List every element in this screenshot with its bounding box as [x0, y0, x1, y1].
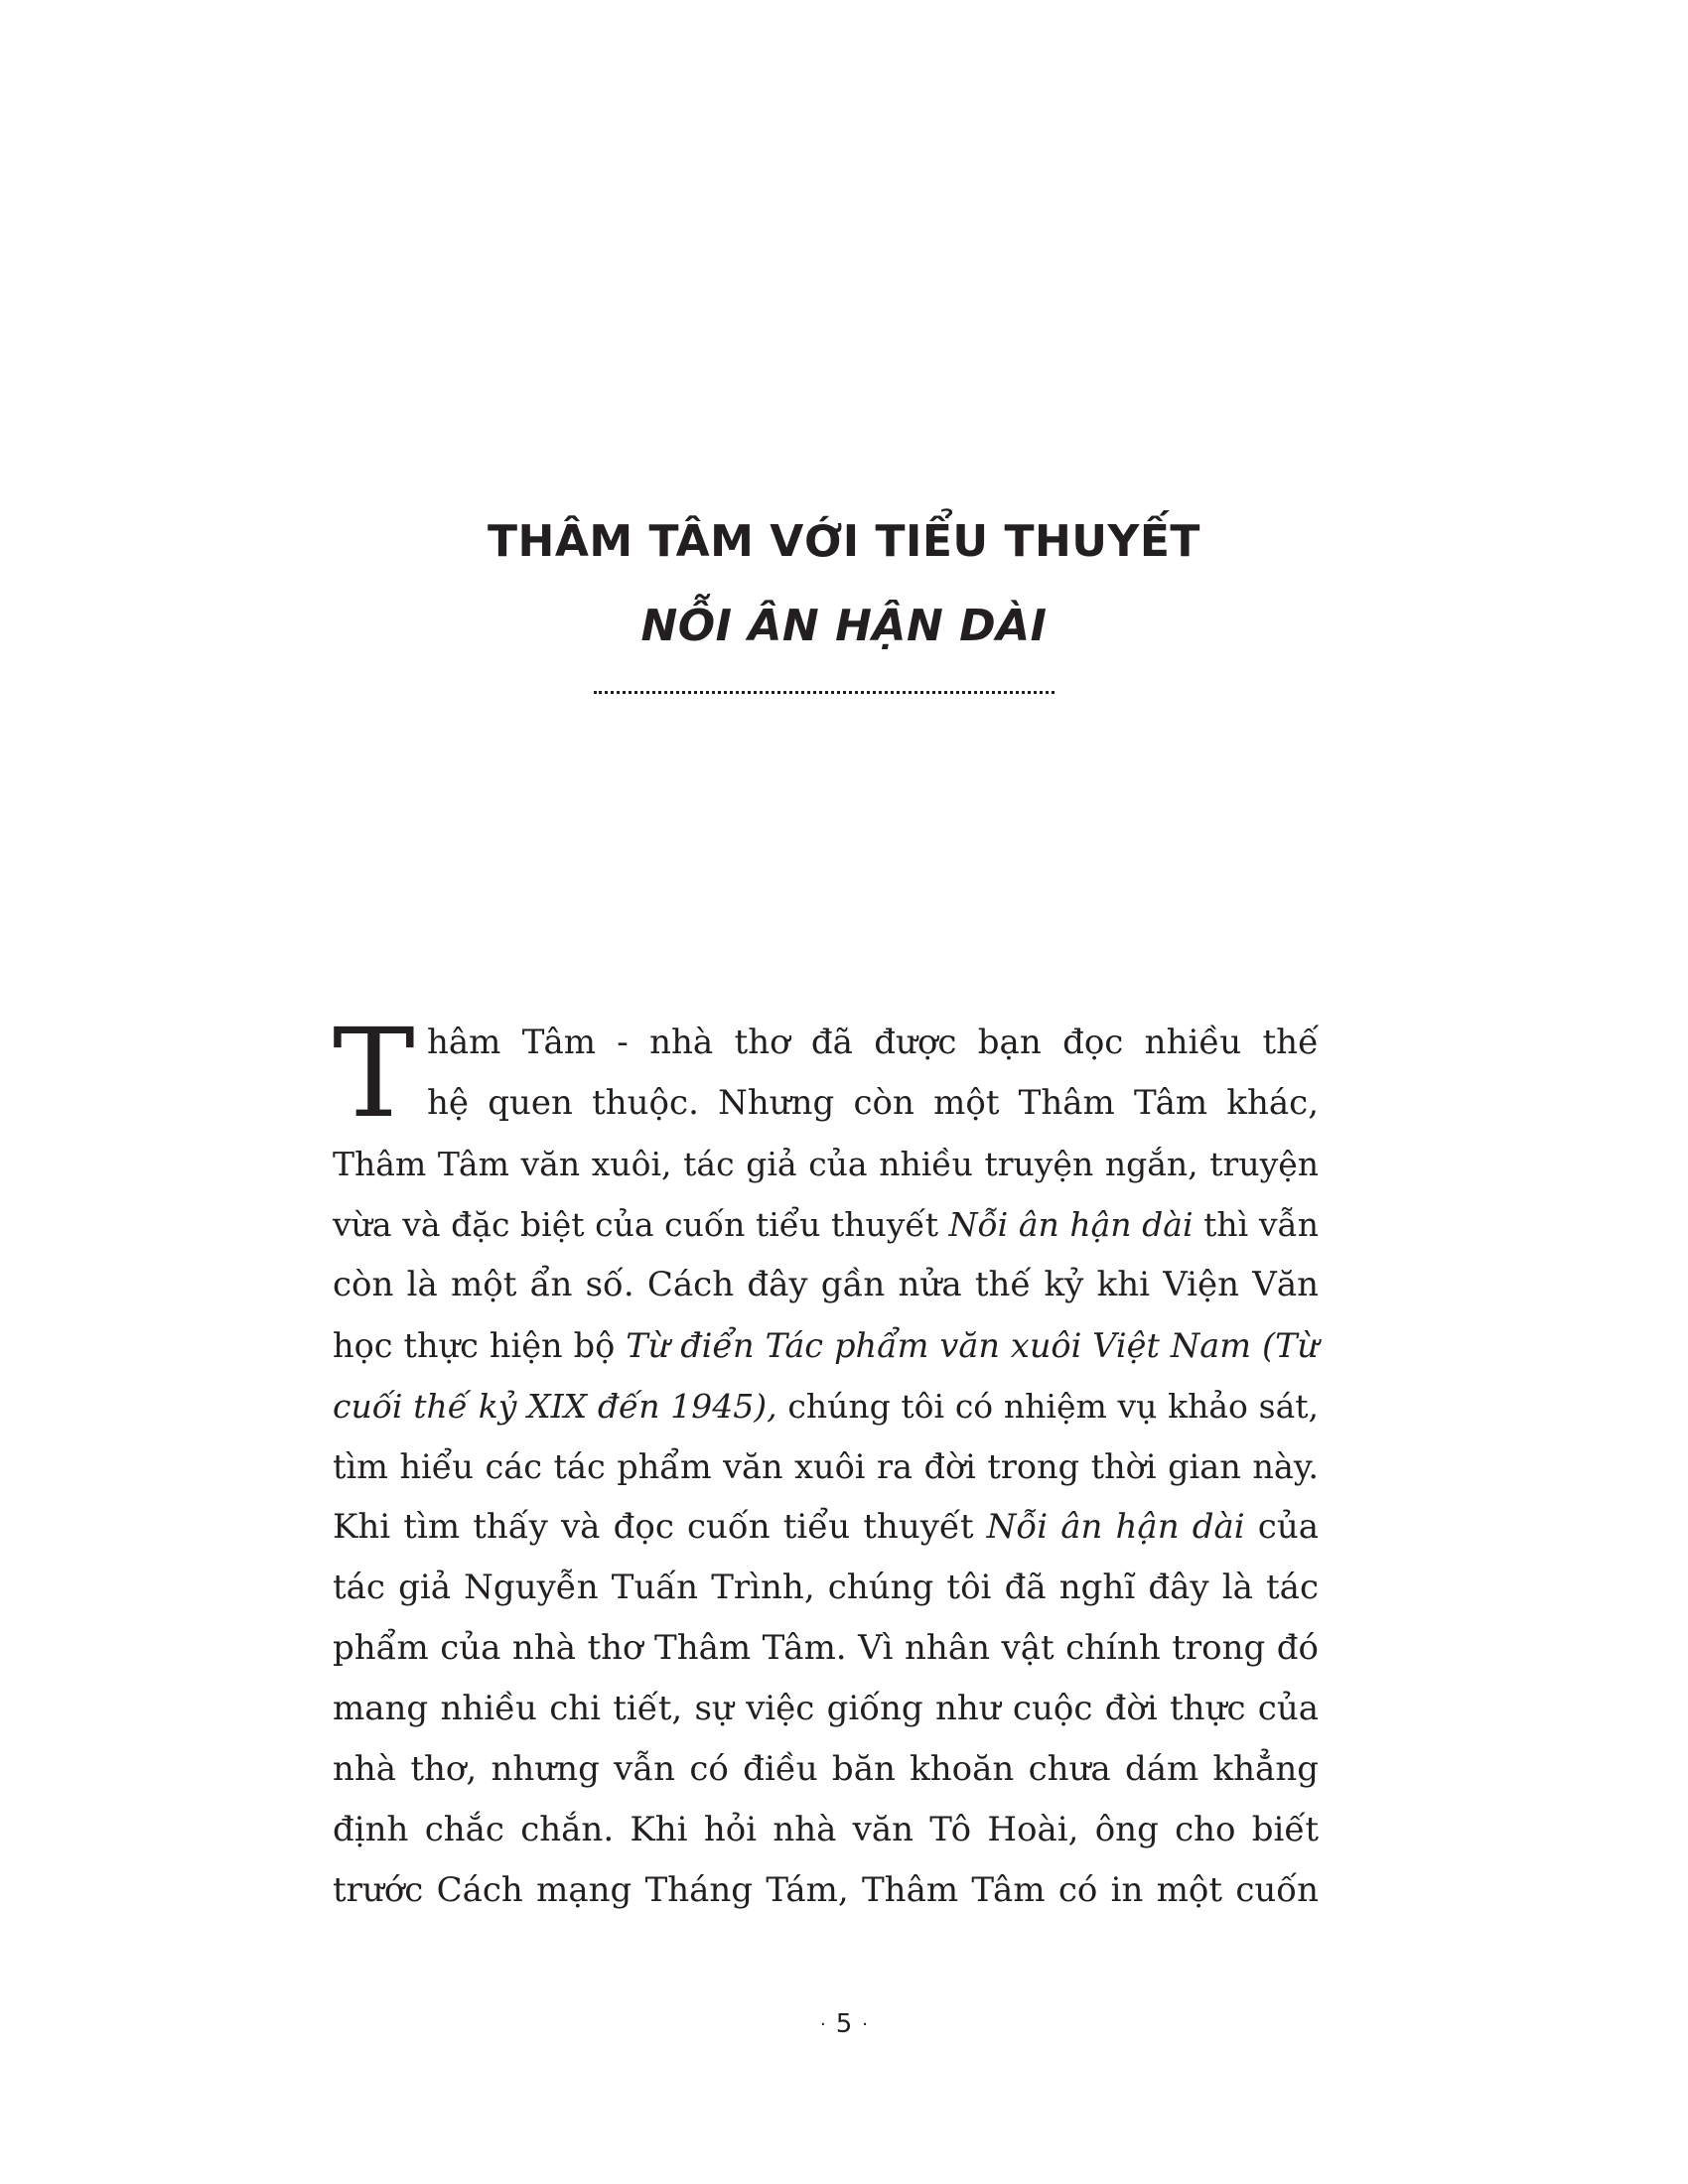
text-span: Khi tìm thấy và đọc cuốn tiểu thuyết — [333, 1507, 987, 1547]
text-line: hâm Tâm - nhà thơ đã được bạn đọc nhiều thế — [427, 1023, 1319, 1062]
text-line: Thâm Tâm văn xuôi, tác giả của nhiều truyện ngắn, truyện — [333, 1145, 1319, 1183]
chapter-title-line-2: NỖI ÂN HẬN DÀI — [640, 601, 1048, 651]
text-span: của — [1244, 1507, 1319, 1547]
text-line — [333, 1315, 1319, 1376]
text-span: học thực hiện bộ — [333, 1326, 627, 1365]
page-number-dot-left: · — [819, 2014, 826, 2035]
text-line: nhà thơ, nhưng vẫn có điều băn khoăn chưa dám khẳng — [333, 1749, 1319, 1789]
book-title-italic: Nỗi ân hận dài — [948, 1205, 1194, 1244]
text-line: định chắc chắn. Khi hỏi nhà văn Tô Hoài, ông cho biết — [333, 1810, 1319, 1849]
book-title-italic: cuối thế kỷ XIX đến 1945), — [333, 1387, 777, 1426]
text-line: còn là một ẩn số. Cách đây gần nửa thế kỷ khi Viện Văn — [333, 1265, 1319, 1304]
text-line: trước Cách mạng Tháng Tám, Thâm Tâm có in một cuốn — [333, 1870, 1319, 1910]
page-number-value: 5 — [835, 2009, 853, 2039]
drop-cap-letter: T — [333, 1003, 415, 1146]
text-span: vừa và đặc biệt của cuốn tiểu thuyết — [333, 1205, 949, 1244]
page-number — [0, 2009, 1688, 2039]
text-line: phẩm của nhà thơ Thâm Tâm. Vì nhân vật chính trong đó — [333, 1628, 1319, 1668]
text-span: thì vẫn — [1193, 1205, 1319, 1244]
text-line — [333, 1497, 1319, 1558]
text-line: mang nhiều chi tiết, sự việc giống như cuộc đời thực của — [333, 1689, 1319, 1728]
text-line — [333, 1376, 1319, 1436]
book-title-italic: Nỗi ân hận dài — [986, 1507, 1245, 1547]
text-span: chúng tôi có nhiệm vụ khảo sát, — [776, 1387, 1319, 1426]
text-line: tác giả Nguyễn Tuấn Trình, chúng tôi đã nghĩ đây là tác — [333, 1568, 1319, 1607]
title-dotted-rule — [594, 691, 1055, 694]
chapter-title-line-1: THÂM TÂM VỚI TIỂU THUYẾT — [488, 516, 1200, 567]
book-title-italic: Từ điển Tác phẩm văn xuôi Việt Nam (Từ — [626, 1326, 1319, 1365]
page-number-dot-right: · — [862, 2014, 868, 2035]
body-paragraph — [333, 1003, 1319, 1921]
text-line — [333, 1194, 1319, 1255]
text-line: hệ quen thuộc. Nhưng còn một Thâm Tâm khác, — [427, 1083, 1319, 1123]
text-line: tìm hiểu các tác phẩm văn xuôi ra đời trong thời gian này. — [333, 1447, 1319, 1486]
